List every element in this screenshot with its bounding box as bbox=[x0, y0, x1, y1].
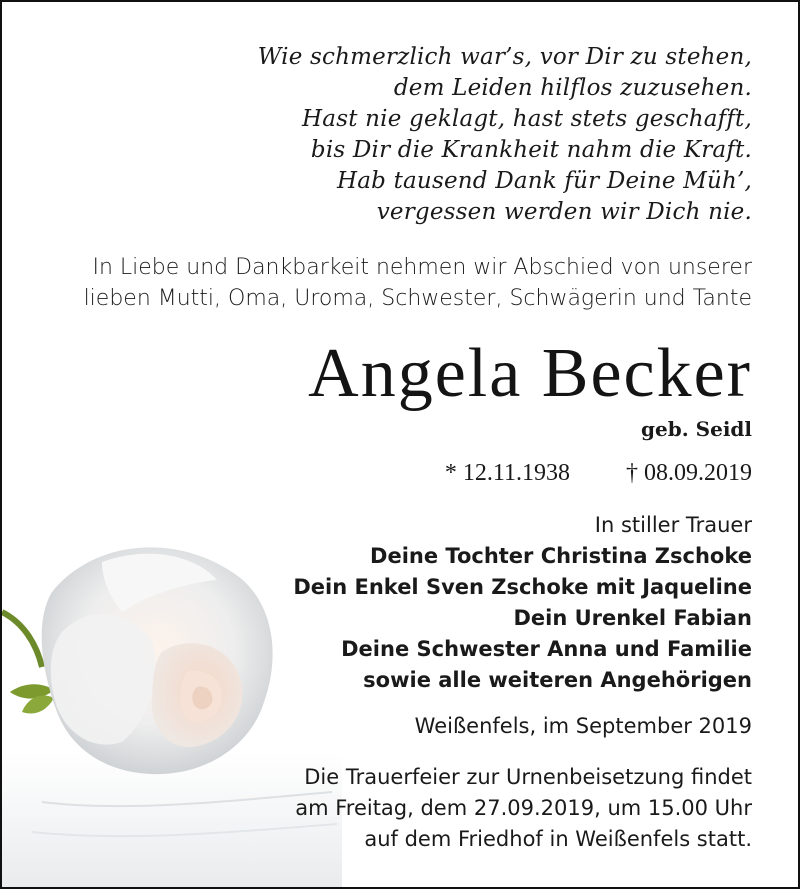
poem-line: Hast nie geklagt, hast stets geschafft, bbox=[302, 106, 752, 132]
mourner: Deine Tochter Christina Zschoke bbox=[370, 544, 752, 568]
place-date: Weißenfels, im September 2019 bbox=[414, 714, 752, 738]
intro-line: lieben Mutti, Oma, Uroma, Schwester, Schwägerin und Tante bbox=[83, 286, 752, 311]
white-rose-image bbox=[2, 502, 342, 889]
mourner: Dein Urenkel Fabian bbox=[513, 606, 752, 630]
mourner: Dein Enkel Sven Zschoke mit Jaqueline bbox=[293, 575, 752, 599]
maiden-name: geb. Seidl bbox=[641, 417, 752, 441]
birth-date: * 12.11.1938 bbox=[444, 460, 570, 486]
mourning-lead: In stiller Trauer bbox=[594, 513, 752, 537]
life-dates bbox=[445, 460, 752, 487]
intro-line: In Liebe und Dankbarkeit nehmen wir Abschied von unserer bbox=[92, 255, 752, 280]
deceased-name: Angela Becker bbox=[308, 335, 752, 412]
mourners bbox=[293, 510, 752, 696]
poem bbox=[258, 42, 752, 228]
poem-line: Hab tausend Dank für Deine Müh’, bbox=[336, 168, 752, 194]
poem-line: dem Leiden hilflos zuzusehen. bbox=[393, 75, 752, 101]
death-date: † 08.09.2019 bbox=[626, 460, 752, 486]
poem-line: Wie schmerzlich war’s, vor Dir zu stehen, bbox=[257, 44, 752, 70]
funeral-line: am Freitag, dem 27.09.2019, um 15.00 Uhr bbox=[295, 796, 752, 820]
poem-line: bis Dir die Krankheit nahm die Kraft. bbox=[310, 137, 752, 163]
funeral-line: auf dem Friedhof in Weißenfels statt. bbox=[364, 827, 752, 851]
funeral-info bbox=[295, 762, 752, 855]
poem-line: vergessen werden wir Dich nie. bbox=[376, 199, 752, 225]
mourner: sowie alle weiteren Angehörigen bbox=[363, 668, 752, 692]
funeral-line: Die Trauerfeier zur Urnenbeisetzung findet bbox=[304, 765, 752, 789]
intro-text bbox=[84, 252, 752, 314]
mourner: Deine Schwester Anna und Familie bbox=[341, 637, 752, 661]
